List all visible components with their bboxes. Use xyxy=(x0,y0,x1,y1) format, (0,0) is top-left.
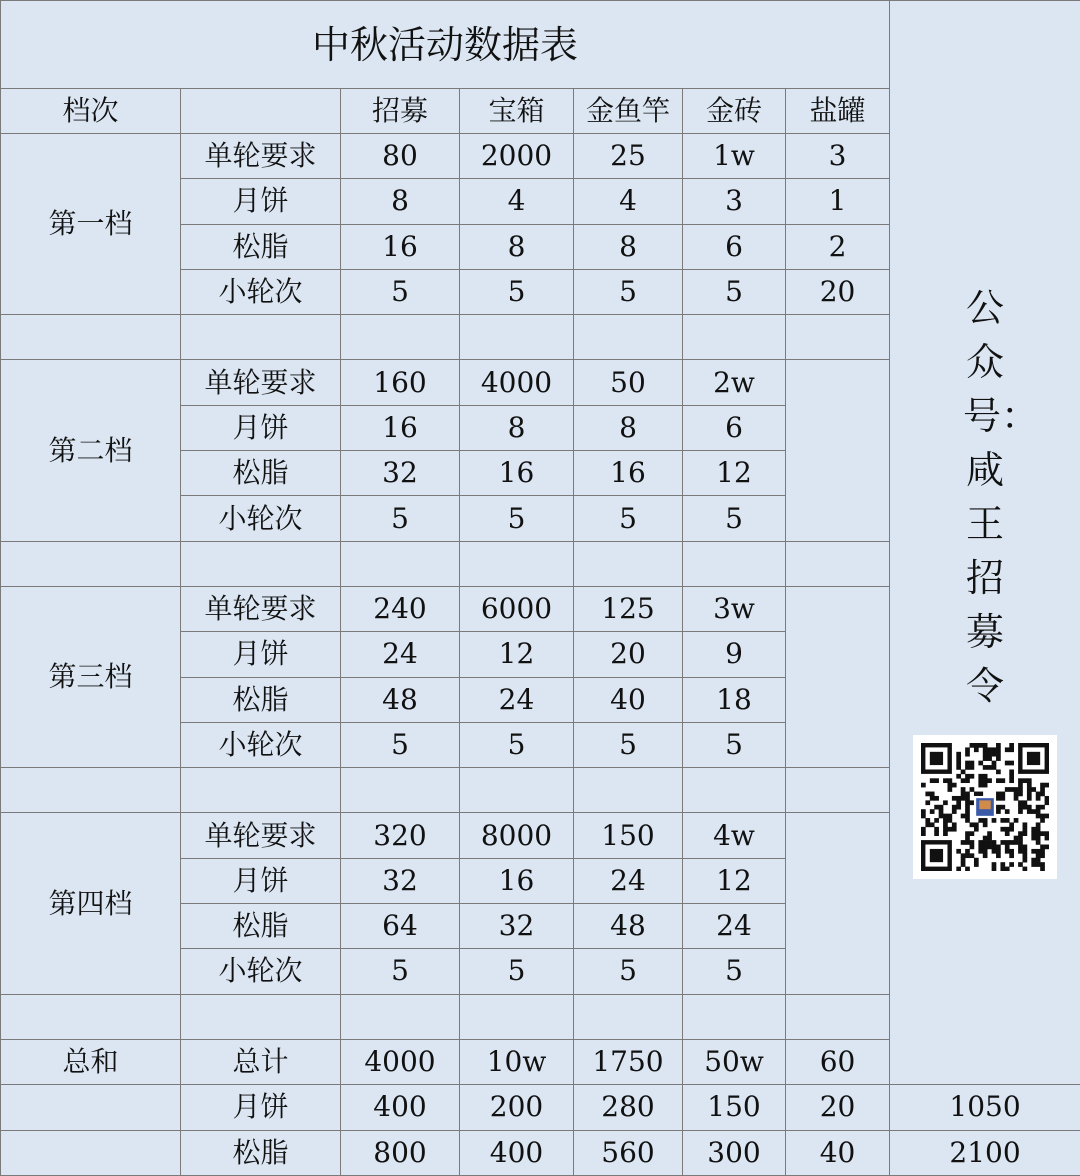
header-col: 金砖 xyxy=(683,89,786,134)
value-cell: 25 xyxy=(574,134,683,179)
tier-name: 第四档 xyxy=(1,813,181,994)
value-cell: 5 xyxy=(341,949,460,994)
empty-cell xyxy=(574,768,683,813)
row-label: 月饼 xyxy=(181,858,341,903)
empty-cell xyxy=(1,1130,181,1175)
value-cell: 4 xyxy=(460,179,574,224)
empty-cell xyxy=(574,315,683,360)
value-cell: 16 xyxy=(341,224,460,269)
row-label: 单轮要求 xyxy=(181,813,341,858)
value-cell: 560 xyxy=(574,1130,683,1175)
empty-cell xyxy=(181,768,341,813)
empty-cell xyxy=(786,315,890,360)
empty-cell xyxy=(1,315,181,360)
row-label: 月饼 xyxy=(181,632,341,677)
totals-group: 总和 xyxy=(1,1039,181,1084)
value-cell: 5 xyxy=(683,722,786,767)
value-cell: 280 xyxy=(574,1085,683,1130)
row-label: 月饼 xyxy=(181,179,341,224)
value-cell: 12 xyxy=(683,858,786,903)
value-cell: 6000 xyxy=(460,586,574,631)
value-cell: 4000 xyxy=(341,1039,460,1084)
value-cell: 32 xyxy=(341,451,460,496)
total-cell: 1050 xyxy=(890,1085,1080,1130)
value-cell: 5 xyxy=(341,496,460,541)
header-tier: 档次 xyxy=(1,89,181,134)
value-cell: 16 xyxy=(460,858,574,903)
row-label: 小轮次 xyxy=(181,949,341,994)
value-cell: 4 xyxy=(574,179,683,224)
value-cell: 1750 xyxy=(574,1039,683,1084)
empty-cell xyxy=(683,768,786,813)
empty-cell xyxy=(786,541,890,586)
value-cell: 16 xyxy=(341,405,460,450)
totals-row xyxy=(1,1130,1080,1175)
value-cell: 400 xyxy=(460,1130,574,1175)
empty-cell xyxy=(341,994,460,1039)
value-cell: 5 xyxy=(683,949,786,994)
row-label: 月饼 xyxy=(181,405,341,450)
value-cell: 20 xyxy=(574,632,683,677)
value-cell: 32 xyxy=(341,858,460,903)
row-label: 松脂 xyxy=(181,904,341,949)
totals-row xyxy=(1,1085,1080,1130)
header-col: 招募 xyxy=(341,89,460,134)
row-label: 小轮次 xyxy=(181,496,341,541)
empty-cell xyxy=(574,541,683,586)
qr-code-icon xyxy=(913,735,1057,879)
value-cell: 2 xyxy=(786,224,890,269)
row-label: 松脂 xyxy=(181,1130,341,1175)
header-col: 盐罐 xyxy=(786,89,890,134)
empty-cell xyxy=(683,315,786,360)
total-cell: 2100 xyxy=(890,1130,1080,1175)
value-cell: 1w xyxy=(683,134,786,179)
value-cell: 24 xyxy=(341,632,460,677)
empty-cell xyxy=(341,541,460,586)
value-cell: 5 xyxy=(574,949,683,994)
value-cell: 48 xyxy=(341,677,460,722)
value-cell: 6 xyxy=(683,405,786,450)
row-label: 单轮要求 xyxy=(181,360,341,405)
header-blank xyxy=(181,89,341,134)
empty-cell xyxy=(181,315,341,360)
empty-cell xyxy=(786,994,890,1039)
empty-cell xyxy=(786,813,890,994)
title-row xyxy=(1,1,1080,89)
value-cell: 5 xyxy=(683,496,786,541)
value-cell: 5 xyxy=(460,496,574,541)
value-cell: 8 xyxy=(341,179,460,224)
value-cell: 3 xyxy=(683,179,786,224)
empty-cell xyxy=(786,360,890,541)
value-cell: 150 xyxy=(574,813,683,858)
value-cell: 400 xyxy=(341,1085,460,1130)
value-cell: 125 xyxy=(574,586,683,631)
tier-name: 第二档 xyxy=(1,360,181,541)
table-body xyxy=(1,1,1080,1176)
empty-cell xyxy=(181,541,341,586)
empty-cell xyxy=(460,768,574,813)
empty-cell xyxy=(341,315,460,360)
value-cell: 5 xyxy=(460,269,574,314)
value-cell: 16 xyxy=(574,451,683,496)
value-cell: 4w xyxy=(683,813,786,858)
header-col: 宝箱 xyxy=(460,89,574,134)
value-cell: 8000 xyxy=(460,813,574,858)
empty-cell xyxy=(683,541,786,586)
value-cell: 200 xyxy=(460,1085,574,1130)
value-cell: 8 xyxy=(574,224,683,269)
value-cell: 16 xyxy=(460,451,574,496)
row-label: 月饼 xyxy=(181,1085,341,1130)
value-cell: 32 xyxy=(460,904,574,949)
header-col: 金鱼竿 xyxy=(574,89,683,134)
value-cell: 10w xyxy=(460,1039,574,1084)
value-cell: 5 xyxy=(341,269,460,314)
row-label: 总计 xyxy=(181,1039,341,1084)
empty-cell xyxy=(1,994,181,1039)
value-cell: 1 xyxy=(786,179,890,224)
tier-name: 第三档 xyxy=(1,586,181,767)
value-cell: 12 xyxy=(683,451,786,496)
empty-cell xyxy=(1,541,181,586)
value-cell: 2w xyxy=(683,360,786,405)
value-cell: 24 xyxy=(574,858,683,903)
value-cell: 5 xyxy=(574,722,683,767)
value-cell: 40 xyxy=(786,1130,890,1175)
value-cell: 5 xyxy=(460,949,574,994)
value-cell: 160 xyxy=(341,360,460,405)
empty-cell xyxy=(1,768,181,813)
value-cell: 18 xyxy=(683,677,786,722)
side-account-text: 公众号：咸王招募令 xyxy=(963,281,1007,713)
value-cell: 8 xyxy=(460,405,574,450)
value-cell: 5 xyxy=(683,269,786,314)
tier-name: 第一档 xyxy=(1,134,181,315)
value-cell: 64 xyxy=(341,904,460,949)
value-cell: 240 xyxy=(341,586,460,631)
value-cell: 320 xyxy=(341,813,460,858)
value-cell: 300 xyxy=(683,1130,786,1175)
value-cell: 9 xyxy=(683,632,786,677)
value-cell: 5 xyxy=(460,722,574,767)
empty-cell xyxy=(341,768,460,813)
value-cell: 20 xyxy=(786,1085,890,1130)
value-cell: 8 xyxy=(574,405,683,450)
value-cell: 20 xyxy=(786,269,890,314)
empty-cell xyxy=(683,994,786,1039)
value-cell: 48 xyxy=(574,904,683,949)
empty-cell xyxy=(460,994,574,1039)
value-cell: 5 xyxy=(341,722,460,767)
empty-cell xyxy=(574,994,683,1039)
empty-cell xyxy=(460,541,574,586)
row-label: 单轮要求 xyxy=(181,586,341,631)
empty-cell xyxy=(181,994,341,1039)
value-cell: 150 xyxy=(683,1085,786,1130)
value-cell: 3 xyxy=(786,134,890,179)
row-label: 小轮次 xyxy=(181,722,341,767)
value-cell: 4000 xyxy=(460,360,574,405)
value-cell: 5 xyxy=(574,269,683,314)
qr-code-graphic xyxy=(921,743,1049,871)
value-cell: 40 xyxy=(574,677,683,722)
row-label: 松脂 xyxy=(181,224,341,269)
value-cell: 3w xyxy=(683,586,786,631)
row-label: 松脂 xyxy=(181,677,341,722)
empty-cell xyxy=(786,768,890,813)
value-cell: 50w xyxy=(683,1039,786,1084)
value-cell: 50 xyxy=(574,360,683,405)
value-cell: 5 xyxy=(574,496,683,541)
row-label: 小轮次 xyxy=(181,269,341,314)
table-title: 中秋活动数据表 xyxy=(1,1,890,89)
side-panel xyxy=(890,1,1080,1085)
value-cell: 24 xyxy=(683,904,786,949)
row-label: 松脂 xyxy=(181,451,341,496)
value-cell: 8 xyxy=(460,224,574,269)
value-cell: 60 xyxy=(786,1039,890,1084)
value-cell: 24 xyxy=(460,677,574,722)
value-cell: 6 xyxy=(683,224,786,269)
value-cell: 2000 xyxy=(460,134,574,179)
empty-cell xyxy=(460,315,574,360)
value-cell: 800 xyxy=(341,1130,460,1175)
empty-cell xyxy=(1,1085,181,1130)
row-label: 单轮要求 xyxy=(181,134,341,179)
value-cell: 12 xyxy=(460,632,574,677)
empty-cell xyxy=(786,586,890,767)
value-cell: 80 xyxy=(341,134,460,179)
